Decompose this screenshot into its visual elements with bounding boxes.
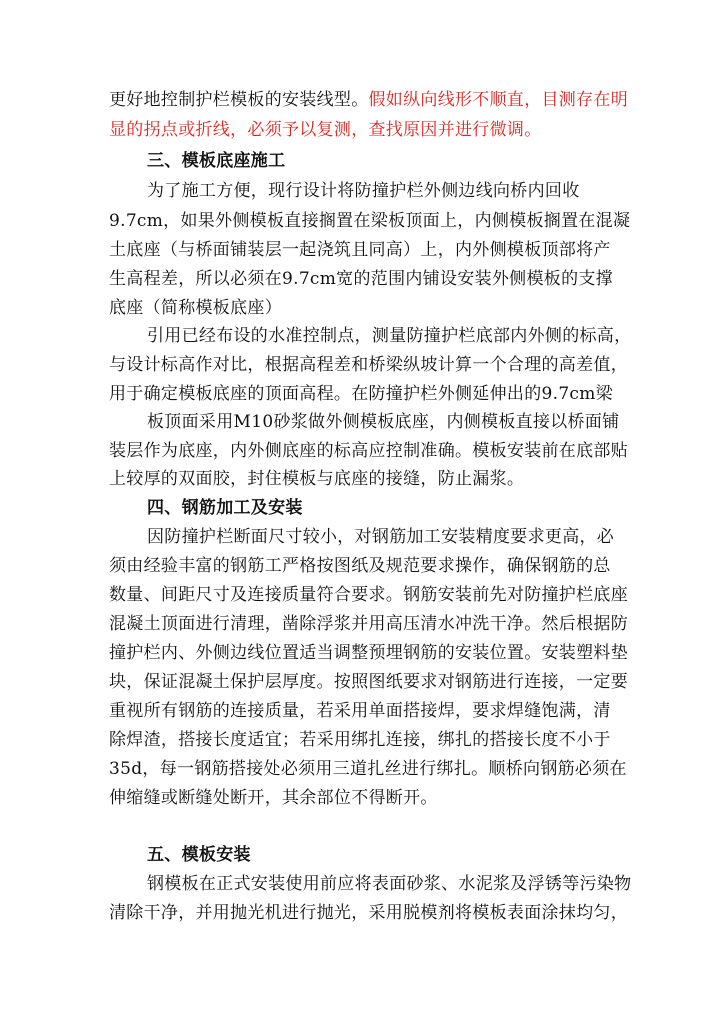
- paragraph-line: 35d，每一钢筋搭接处必须用三道扎丝进行绑扎。顺桥向钢筋必须在: [109, 759, 627, 779]
- paragraph-line: 撞护栏内、外侧边线位置适当调整预埋钢筋的安装位置。安装塑料垫: [109, 643, 628, 663]
- section-heading-3: 三、模板底座施工: [147, 151, 286, 171]
- paragraph-line: 须由经验丰富的钢筋工严格按图纸及规范要求操作，确保钢筋的总: [109, 556, 611, 576]
- paragraph-line: 与设计标高作对比，根据高程差和桥梁纵坡计算一个合理的高差值，: [109, 355, 628, 375]
- highlighted-line: 显的拐点或折线，必须予以复测，查找原因并进行微调。: [109, 120, 542, 140]
- highlighted-text: 假如纵向线形不顺直，目测存在明: [368, 90, 628, 110]
- paragraph-line: 伸缩缝或断缝处断开，其余部位不得断开。: [109, 788, 438, 808]
- paragraph-line: 土底座（与桥面铺装层一起浇筑且同高）上，内外侧模板顶部将产: [109, 240, 611, 260]
- paragraph-line: 数量、间距尺寸及连接质量符合要求。钢筋安装前先对防撞护栏底座: [109, 585, 628, 605]
- paragraph-line: 上较厚的双面胶，封住模板与底座的接缝，防止漏浆。: [109, 469, 525, 489]
- paragraph-line: 因防撞护栏断面尺寸较小，对钢筋加工安装精度要求更高，必: [147, 527, 615, 547]
- paragraph-line: 清除干净，并用抛光机进行抛光，采用脱模剂将模板表面涂抹均匀，: [109, 903, 628, 923]
- section-heading-5: 五、模板安装: [147, 845, 251, 865]
- paragraph-line: 9.7cm，如果外侧模板直接搁置在梁板顶面上，内侧模板搁置在混凝: [109, 211, 631, 231]
- paragraph-line: 钢模板在正式安装使用前应将表面砂浆、水泥浆及浮锈等污染物: [147, 874, 632, 894]
- text-span: 更好地控制护栏模板的安装线型。: [109, 90, 369, 110]
- paragraph-line: 板顶面采用M10砂浆做外侧模板底座，内侧模板直接以桥面铺: [147, 412, 620, 432]
- paragraph-line: 底座（简称模板底座）: [109, 298, 282, 318]
- paragraph-line: 重视所有钢筋的连接质量，若采用单面搭接焊，要求焊缝饱满，清: [109, 701, 611, 721]
- paragraph-line: [109, 90, 629, 110]
- paragraph-line: 引用已经布设的水准控制点，测量防撞护栏底部内外侧的标高，: [147, 326, 632, 346]
- paragraph-line: 装层作为底座，内外侧底座的标高应控制准确。模板安装前在底部贴: [109, 441, 628, 461]
- paragraph-line: 为了施工方便，现行设计将防撞护栏外侧边线向桥内回收: [147, 181, 580, 201]
- paragraph-line: 用于确定模板底座的顶面高程。在防撞护栏外侧延伸出的9.7cm梁: [109, 384, 613, 404]
- section-heading-4: 四、钢筋加工及安装: [147, 498, 303, 518]
- paragraph-line: 块，保证混凝土保护层厚度。按照图纸要求对钢筋进行连接，一定要: [109, 672, 628, 692]
- paragraph-line: 生高程差，所以必须在9.7cm宽的范围内铺设安装外侧模板的支撑: [109, 269, 613, 289]
- paragraph-line: 混凝土顶面进行清理，凿除浮浆并用高压清水冲洗干净。然后根据防: [109, 614, 628, 634]
- paragraph-line: 除焊渣，搭接长度适宜；若采用绑扎连接，绑扎的搭接长度不小于: [109, 730, 611, 750]
